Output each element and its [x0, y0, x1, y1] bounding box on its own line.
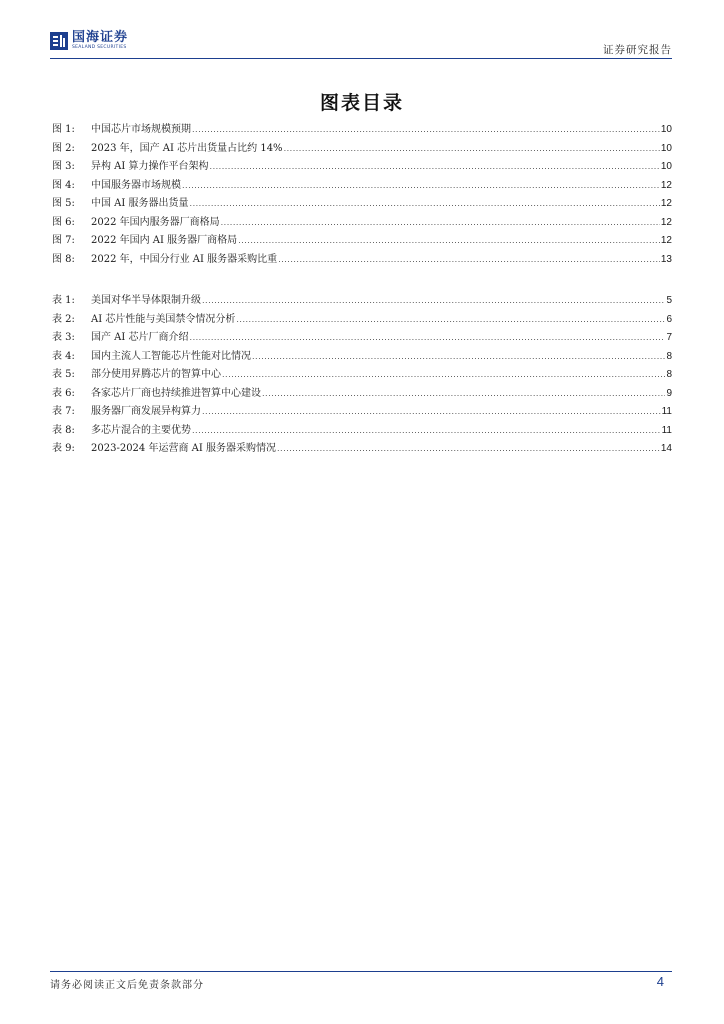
dot-leader: [190, 195, 660, 214]
figure-page-number: 10: [660, 124, 672, 135]
table-entry[interactable]: [52, 366, 672, 385]
table-page-number: 8: [666, 369, 672, 380]
figure-title: 2023 年，国产 AI 芯片出货量占比约 14%: [91, 142, 283, 154]
figure-title: 2022 年国内服务器厂商格局: [91, 216, 220, 228]
dot-leader: [222, 366, 665, 385]
dot-leader: [221, 214, 660, 233]
header-divider: [50, 58, 672, 59]
table-label: 表 6:: [52, 387, 75, 399]
disclaimer-note: 请务必阅读正文后免责条款部分: [50, 980, 204, 991]
figure-title: 2022 年国内 AI 服务器厂商格局: [91, 235, 238, 246]
table-label: 表 4:: [52, 350, 75, 362]
figure-label: 图 8:: [52, 253, 75, 265]
figure-label: 图 2:: [52, 142, 75, 154]
table-page-number: 14: [660, 443, 672, 454]
table-title: AI 芯片性能与美国禁令情况分析: [91, 313, 236, 325]
figure-entry[interactable]: [52, 195, 672, 214]
brand-name: 国海证券: [72, 30, 129, 45]
table-list: [52, 292, 672, 459]
figure-entry[interactable]: [52, 140, 672, 159]
table-entry[interactable]: [52, 348, 672, 367]
figure-label: 图 6:: [52, 216, 75, 228]
document-type: 证券研究报告: [603, 44, 672, 56]
table-label: 表 3:: [52, 332, 75, 343]
dot-leader: [182, 177, 660, 196]
table-entry[interactable]: [52, 422, 672, 441]
table-title: 部分使用昇腾芯片的智算中心: [91, 369, 221, 380]
figure-page-number: 13: [660, 253, 672, 265]
figure-title: 2022 年，中国分行业 AI 服务器采购比重: [91, 253, 278, 265]
dot-leader: [284, 140, 660, 159]
figure-page-number: 12: [660, 179, 672, 191]
dot-leader: [277, 440, 660, 459]
table-title: 美国对华半导体限制升级: [91, 295, 201, 306]
figure-entry[interactable]: [52, 177, 672, 196]
table-title: 服务器厂商发展异构算力: [91, 406, 201, 417]
table-title: 国产 AI 芯片厂商介绍: [91, 332, 189, 343]
figure-title: 异构 AI 算力操作平台架构: [91, 161, 209, 172]
dot-leader: [278, 251, 660, 270]
figure-entry[interactable]: [52, 232, 672, 251]
table-page-number: 6: [666, 313, 672, 325]
figure-title: 中国芯片市场规模预期: [91, 124, 191, 135]
company-logo: [50, 30, 130, 54]
dot-leader: [190, 329, 666, 348]
figure-label: 图 3:: [52, 161, 75, 172]
table-page-number: 9: [666, 387, 672, 399]
figure-label: 图 4:: [52, 179, 75, 191]
table-page-number: 11: [661, 424, 672, 436]
table-entry[interactable]: [52, 403, 672, 422]
table-label: 表 5:: [52, 369, 75, 380]
footer-divider: [50, 971, 672, 972]
table-label: 表 9:: [52, 443, 75, 454]
figure-entry[interactable]: [52, 251, 672, 270]
figure-page-number: 12: [660, 198, 672, 209]
figure-label: 图 1:: [52, 124, 75, 135]
table-entry[interactable]: [52, 292, 672, 311]
table-entry[interactable]: [52, 311, 672, 330]
table-entry[interactable]: [52, 329, 672, 348]
figure-label: 图 5:: [52, 198, 75, 209]
page-number: 4: [656, 974, 664, 989]
figure-list: [52, 121, 672, 269]
figure-entry[interactable]: [52, 214, 672, 233]
figure-title: 中国 AI 服务器出货量: [91, 198, 189, 209]
dot-leader: [238, 232, 660, 251]
dot-leader: [210, 158, 660, 177]
figure-entry[interactable]: [52, 158, 672, 177]
table-entry[interactable]: [52, 385, 672, 404]
table-title: 国内主流人工智能芯片性能对比情况: [91, 350, 251, 362]
figure-label: 图 7:: [52, 235, 75, 246]
table-entry[interactable]: [52, 440, 672, 459]
figure-page-number: 10: [660, 161, 672, 172]
dot-leader: [202, 403, 661, 422]
figure-entry[interactable]: [52, 121, 672, 140]
table-page-number: 7: [666, 332, 672, 343]
figure-page-number: 12: [660, 216, 672, 228]
dot-leader: [192, 121, 660, 140]
dot-leader: [192, 422, 661, 441]
figure-title: 中国服务器市场规模: [91, 179, 181, 191]
table-label: 表 2:: [52, 313, 75, 325]
table-title: 多芯片混合的主要优势: [91, 424, 191, 436]
dot-leader: [236, 311, 665, 330]
table-title: 2023-2024 年运营商 AI 服务器采购情况: [91, 443, 276, 454]
sealand-logo-icon: [50, 32, 68, 50]
page-title: 图表目录: [319, 92, 404, 114]
table-label: 表 7:: [52, 406, 75, 417]
table-label: 表 8:: [52, 424, 75, 436]
figure-page-number: 10: [660, 142, 672, 154]
dot-leader: [252, 348, 665, 367]
figure-page-number: 12: [660, 235, 672, 246]
dot-leader: [262, 385, 665, 404]
table-title: 各家芯片厂商也持续推进智算中心建设: [91, 387, 261, 399]
table-label: 表 1:: [52, 295, 75, 306]
table-page-number: 8: [666, 350, 672, 362]
dot-leader: [202, 292, 665, 311]
brand-subtitle: SEALAND SECURITIES: [72, 45, 127, 50]
table-page-number: 5: [666, 295, 672, 306]
table-page-number: 11: [661, 406, 672, 417]
